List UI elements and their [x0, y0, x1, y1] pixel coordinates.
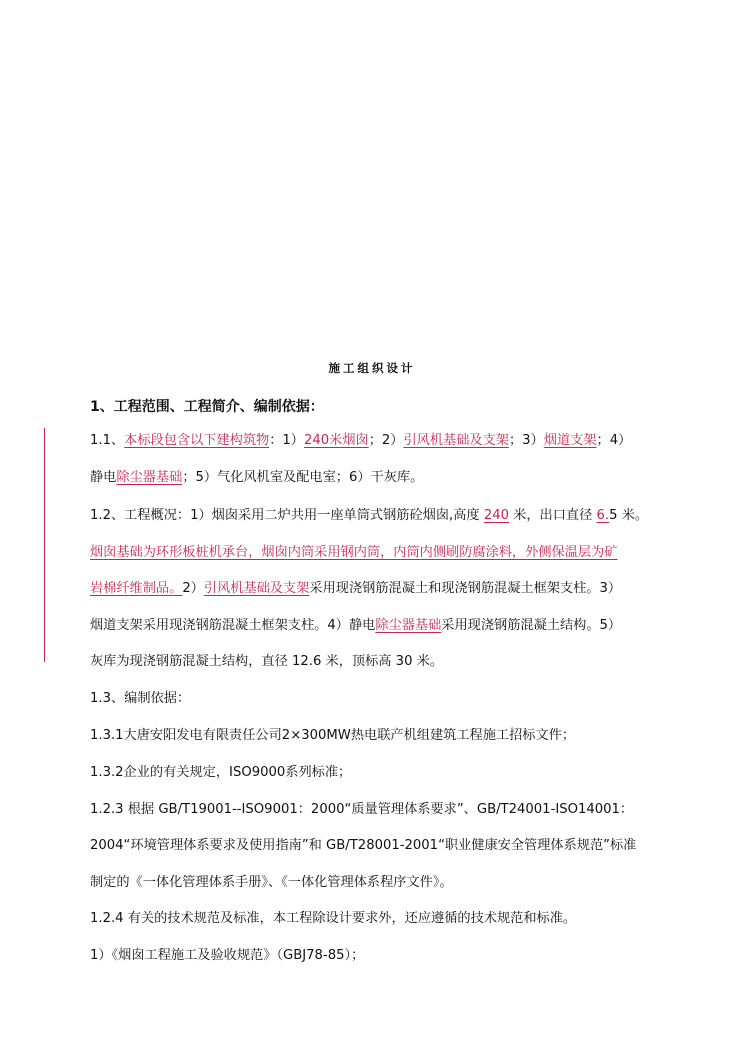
body-line — [90, 689, 190, 709]
body-text: ；2） — [368, 433, 404, 448]
body-line — [90, 468, 423, 488]
body-text: 烟道支架采用现浇钢筋混凝土框架支柱。4）静电 — [90, 618, 376, 633]
body-text: 2004“环境管理体系要求及使用指南”和 GB/T28001-2001“职业健康安全管理体系规范”标准 — [90, 838, 637, 853]
body-text: 静电 — [90, 470, 117, 485]
body-text: 米，出口直径 — [508, 508, 597, 523]
revised-text: 引风机基础及支架 — [203, 581, 310, 596]
body-line — [90, 506, 648, 526]
revised-text: 烟囱基础为环形板桩机承台，烟囱内筒采用钢内筒，内筒内侧刷防腐涂料，外侧保温层为矿 — [90, 545, 618, 560]
body-text: 1.2、工程概况：1）烟囱采用二炉共用一座单筒式钢筋砼烟囱,高度 — [90, 508, 484, 523]
body-line — [90, 909, 576, 929]
body-line — [90, 800, 633, 820]
body-line — [90, 726, 575, 746]
body-text: 采用现浇钢筋混凝土结构。5） — [441, 618, 622, 633]
revised-text: 岩棉纤维制品。 — [90, 581, 183, 596]
body-text: 1.2.4 有关的技术规范及标准，本工程除设计要求外，还应遵循的技术规范和标准。 — [90, 911, 577, 926]
section-heading: 1、工程范围、工程简介、编制依据： — [90, 399, 324, 415]
revised-text: 240米烟囱 — [304, 433, 369, 448]
body-line — [90, 431, 631, 451]
body-text: 灰库为现浇钢筋混凝土结构，直径 12.6 米，顶标高 30 米。 — [90, 654, 444, 669]
revised-text: 6. — [596, 508, 610, 523]
body-text: 1.3.2企业的有关规定，ISO9000系列标准； — [90, 765, 352, 780]
body-line — [90, 946, 364, 966]
revised-text: 引风机基础及支架 — [403, 433, 509, 448]
body-text: 1.3、编制依据： — [90, 691, 191, 706]
body-line — [90, 579, 621, 599]
body-text: ：1） — [269, 433, 304, 448]
revised-text: 除尘器基础 — [375, 618, 442, 633]
body-text: 1.1、 — [90, 433, 125, 448]
body-line — [90, 616, 621, 636]
body-line — [90, 836, 636, 856]
body-text: ；5）气化风机室及配电室；6）干灰库。 — [182, 470, 424, 485]
body-text: 1.3.1大唐安阳发电有限责任公司2×300MW热电联产机组建筑工程施工招标文件； — [90, 728, 576, 743]
page-title: 施工组织设计 — [328, 361, 416, 375]
body-line — [90, 873, 453, 893]
body-line — [90, 763, 351, 783]
body-text: 采用现浇钢筋混凝土和现浇钢筋混凝土框架支柱。3） — [309, 581, 622, 596]
revised-text: 240 — [483, 508, 509, 523]
body-text: 制定的《一体化管理体系手册》、《一体化管理体系程序文件》。 — [90, 875, 453, 890]
body-text: 5 米。 — [609, 508, 649, 523]
body-text: ；4） — [596, 433, 632, 448]
revised-text: 本标段包含以下建构筑物 — [124, 433, 270, 448]
revised-text: 除尘器基础 — [116, 470, 183, 485]
body-text: 1）《烟囱工程施工及验收规范》（GBJ78-85）； — [90, 948, 365, 963]
body-line — [90, 652, 443, 672]
body-line — [90, 543, 618, 563]
body-text: 1.2.3 根据 GB/T19001--ISO9001：2000“质量管理体系要求”、GB/T24001-ISO14001： — [90, 802, 634, 817]
body-text: ；3） — [509, 433, 544, 448]
revision-change-bar — [44, 428, 45, 662]
body-text: 2） — [182, 581, 204, 596]
revised-text: 烟道支架 — [543, 433, 597, 448]
